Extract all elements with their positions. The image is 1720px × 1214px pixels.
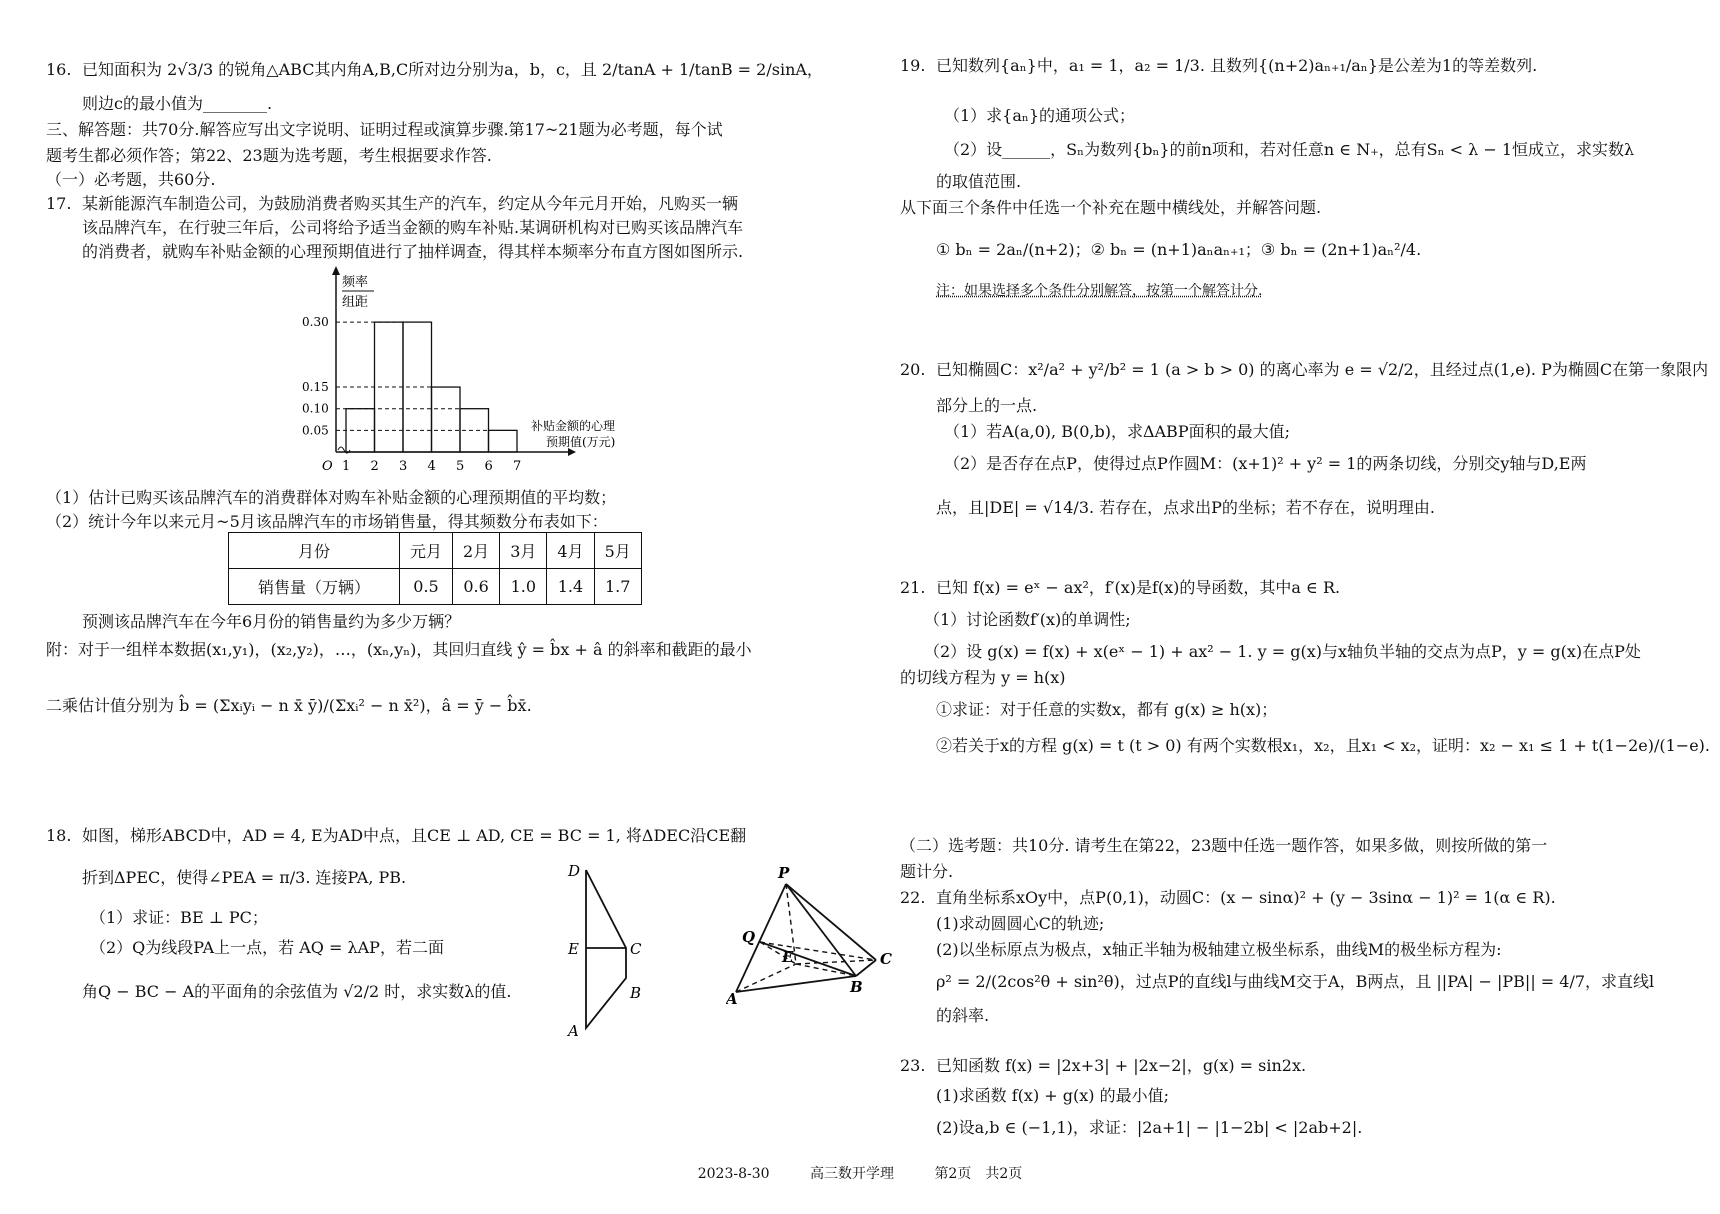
q20-number: 20. [900, 360, 926, 379]
x-tick-label: 3 [399, 459, 408, 474]
q20-part2b: 点，且|DE| = √14/3. 若存在，点求出P的坐标；若不存在，说明理由. [936, 498, 1436, 517]
table-cell: 月份 [229, 533, 400, 569]
q17-part2: （2）统计今年以来元月~5月该品牌汽车的市场销售量，得其频数分布表如下： [46, 512, 608, 531]
q19-part2: （2）设______，Sₙ为数列{bₙ}的前n项和，若对任意n ∈ N₊，总有Sₙ < λ − 1恒成立，求实数λ [944, 140, 1635, 159]
q16-number: 16. [46, 60, 72, 79]
label-E: E [568, 940, 579, 958]
y-tick-label: 0.30 [302, 315, 329, 330]
q17-appendix-line1: 附：对于一组样本数据(x₁,y₁)，(x₂,y₂)，…，(xₙ,yₙ)，其回归直线 ŷ = b̂x + â 的斜率和截距的最小 [46, 640, 752, 659]
trapezoid-figure [556, 860, 666, 1040]
y-tick-label: 0.05 [302, 423, 329, 438]
q17-line2: 该品牌汽车，在行驶三年后，公司将给予适当金额的购车补贴.某调研机构对已购买该品牌汽车 [82, 218, 744, 237]
q20-line1: 已知椭圆C：x²/a² + y²/b² = 1 (a > b > 0) 的离心率为 e = √2/2，且经过点(1,e). P为椭圆C在第一象限内 [936, 360, 1709, 379]
x-tick-label: 6 [484, 459, 493, 474]
label-P: P [778, 864, 790, 882]
q18-part1: （1）求证：BE ⊥ PC； [90, 908, 268, 927]
optional-line2: 题计分. [900, 862, 954, 881]
q20-part1: （1）若A(a,0), B(0,b)，求ΔABP面积的最大值; [944, 422, 1290, 441]
q22-number: 22. [900, 888, 926, 907]
q22-part2: (2)以坐标原点为极点，x轴正半轴为极轴建立极坐标系，曲线M的极坐标方程为: [936, 940, 1502, 959]
histogram [276, 262, 656, 482]
q17-predict: 预测该品牌汽车在今年6月份的销售量约为多少万辆？ [82, 612, 461, 631]
q22-line1: 直角坐标系xOy中，点P(0,1)，动圆C：(x − sinα)² + (y − 3sinα − 1)² = 1(α ∈ R). [936, 888, 1556, 907]
footer-page: 第2页 共2页 [934, 1166, 1023, 1182]
origin-label: O [322, 459, 333, 474]
y-tick-label: 0.10 [302, 401, 329, 416]
q17-number: 17. [46, 194, 72, 213]
q19-line1: 已知数列{aₙ}中，a₁ = 1，a₂ = 1/3. 且数列{(n+2)aₙ₊₁/aₙ}是公差为1的等差数列. [936, 56, 1538, 75]
section3-line2: 题考生都必须作答；第22、23题为选考题，考生根据要求作答. [46, 146, 492, 165]
x-tick-label: 2 [370, 459, 379, 474]
x-axis-label: 补贴金额的心理 [531, 419, 616, 433]
q21-line1: 已知 f(x) = eˣ − ax²，f′(x)是f(x)的导函数，其中a ∈ R. [936, 578, 1341, 597]
q17-line3: 的消费者，就购车补贴金额的心理预期值进行了抽样调查，得其样本频率分布直方图如图所示. [82, 242, 744, 261]
table-cell: 1.4 [547, 569, 594, 605]
q21-sub2: ②若关于x的方程 g(x) = t (t > 0) 有两个实数根x₁，x₂，且x₁ < x₂，证明：x₂ − x₁ ≤ 1 + t(1−2e)/(1−e). [936, 736, 1710, 755]
label-B: B [630, 984, 642, 1002]
table-cell: 0.6 [453, 569, 500, 605]
table-cell: 元月 [400, 533, 453, 569]
label-Q: Q [742, 928, 756, 946]
q20-line2: 部分上的一点. [936, 396, 1038, 415]
q16-line2: 则边c的最小值为________. [82, 94, 273, 113]
q18-line1: 如图，梯形ABCD中，AD = 4, E为AD中点，且CE ⊥ AD, CE = BC = 1, 将ΔDEC沿CE翻 [82, 826, 747, 845]
histogram-bar [432, 387, 461, 452]
footer-date: 2023-8-30 [697, 1166, 770, 1182]
q17-part1: （1）估计已购买该品牌汽车的消费群体对购车补贴金额的心理预期值的平均数； [46, 488, 617, 507]
label-C: C [630, 940, 642, 958]
x-tick-label: 5 [456, 459, 465, 474]
y-axis-arrow [332, 266, 340, 275]
section3-line3: （一）必考题，共60分. [46, 170, 216, 189]
q23-part1: (1)求函数 f(x) + g(x) 的最小值; [936, 1086, 1169, 1105]
pyramid-figure [726, 864, 906, 1014]
page-footer [0, 1163, 1720, 1183]
y-tick-label: 0.15 [302, 380, 329, 395]
table-cell: 4月 [547, 533, 594, 569]
q21-part2: （2）设 g(x) = f(x) + x(eˣ − 1) + ax² − 1. y = g(x)与x轴负半轴的交点为点P，y = g(x)在点P处 [924, 642, 1641, 661]
x-axis-arrow [568, 448, 576, 456]
table-cell: 3月 [500, 533, 547, 569]
table-cell: 1.7 [594, 569, 641, 605]
q17-line1: 某新能源汽车制造公司，为鼓励消费者购买其生产的汽车，约定从今年元月开始，凡购买一辆 [82, 194, 739, 213]
q22-part1: (1)求动圆圆心C的轨迹; [936, 914, 1105, 933]
q19-part2b: 的取值范围. [936, 172, 1022, 191]
y-axis-label: 组距 [342, 295, 369, 310]
q20-part2: （2）是否存在点P，使得过点P作圆M：(x+1)² + y² = 1的两条切线，分别交y轴与D,E两 [944, 454, 1587, 473]
q17-appendix-line2: 二乘估计值分别为 b̂ = (Σxᵢyᵢ − n x̄ ȳ)/(Σxᵢ² − n x̄²)，â = ȳ − b̂x̄. [46, 696, 532, 715]
table-cell: 2月 [453, 533, 500, 569]
q19-conditions: ① bₙ = 2aₙ/(n+2)；② bₙ = (n+1)aₙaₙ₊₁；③ bₙ = (2n+1)aₙ²/4. [936, 240, 1422, 259]
section3-line1: 三、解答题：共70分.解答应写出文字说明、证明过程或演算步骤.第17~21题为必考题，每个试 [46, 120, 723, 139]
label-E: E [782, 948, 794, 966]
x-tick-label: 1 [342, 459, 351, 474]
sales-table [228, 532, 642, 605]
q19-number: 19. [900, 56, 926, 75]
label-C: C [880, 950, 892, 968]
histogram-bar [489, 430, 518, 452]
q21-sub1: ①求证：对于任意的实数x，都有 g(x) ≥ h(x)； [936, 700, 1278, 719]
optional-line1: （二）选考题：共10分. 请考生在第22，23题中任选一题作答，如果多做，则按所做的第一 [900, 836, 1548, 855]
x-tick-label: 4 [427, 459, 436, 474]
x-tick-label: 7 [513, 459, 522, 474]
q21-part1: （1）讨论函数f′(x)的单调性; [924, 610, 1131, 629]
table-cell: 销售量（万辆） [229, 569, 400, 605]
table-header-row [229, 533, 642, 569]
q19-note: 注：如果选择多个条件分别解答，按第一个解答计分. [936, 283, 1263, 299]
q22-part3: ρ² = 2/(2cos²θ + sin²θ)，过点P的直线l与曲线M交于A，B两点，且 ||PA| − |PB|| = 4/7，求直线l [936, 972, 1655, 991]
table-cell: 5月 [594, 533, 641, 569]
footer-title: 高三数开学理 [809, 1166, 894, 1182]
q18-number: 18. [46, 826, 72, 845]
q23-part2: (2)设a,b ∈ (−1,1)，求证：|2a+1| − |1−2b| < |2ab+2|. [936, 1118, 1363, 1137]
x-axis-label: 预期值(万元) [546, 435, 616, 449]
y-axis-label: 频率 [342, 275, 369, 290]
q18-line2: 折到ΔPEC，使得∠PEA = π/3. 连接PA, PB. [82, 868, 407, 887]
table-cell: 1.0 [500, 569, 547, 605]
q19-part1: （1）求{aₙ}的通项公式； [944, 106, 1136, 125]
q22-part3b: 的斜率. [936, 1006, 990, 1025]
q18-part2: （2）Q为线段PA上一点，若 AQ = λAP，若二面 [90, 938, 444, 957]
q18-part3: 角Q − BC − A的平面角的余弦值为 √2/2 时，求实数λ的值. [82, 982, 512, 1001]
q23-number: 23. [900, 1056, 926, 1075]
q21-number: 21. [900, 578, 926, 597]
label-A: A [726, 990, 738, 1008]
table-cell: 0.5 [400, 569, 453, 605]
table-row [229, 569, 642, 605]
q16-text: 已知面积为 2√3/3 的锐角△ABC其内角A,B,C所对边分别为a，b，c，且 2/tanA + 1/tanB = 2/sinA， [82, 60, 823, 79]
label-B: B [850, 978, 863, 996]
q23-line1: 已知函数 f(x) = |2x+3| + |2x−2|，g(x) = sin2x. [936, 1056, 1307, 1075]
q19-choose: 从下面三个条件中任选一个补充在题中横线处，并解答问题. [900, 198, 1322, 217]
label-A: A [568, 1022, 579, 1040]
label-D: D [568, 862, 581, 880]
q21-part2b: 的切线方程为 y = h(x) [900, 668, 1066, 687]
